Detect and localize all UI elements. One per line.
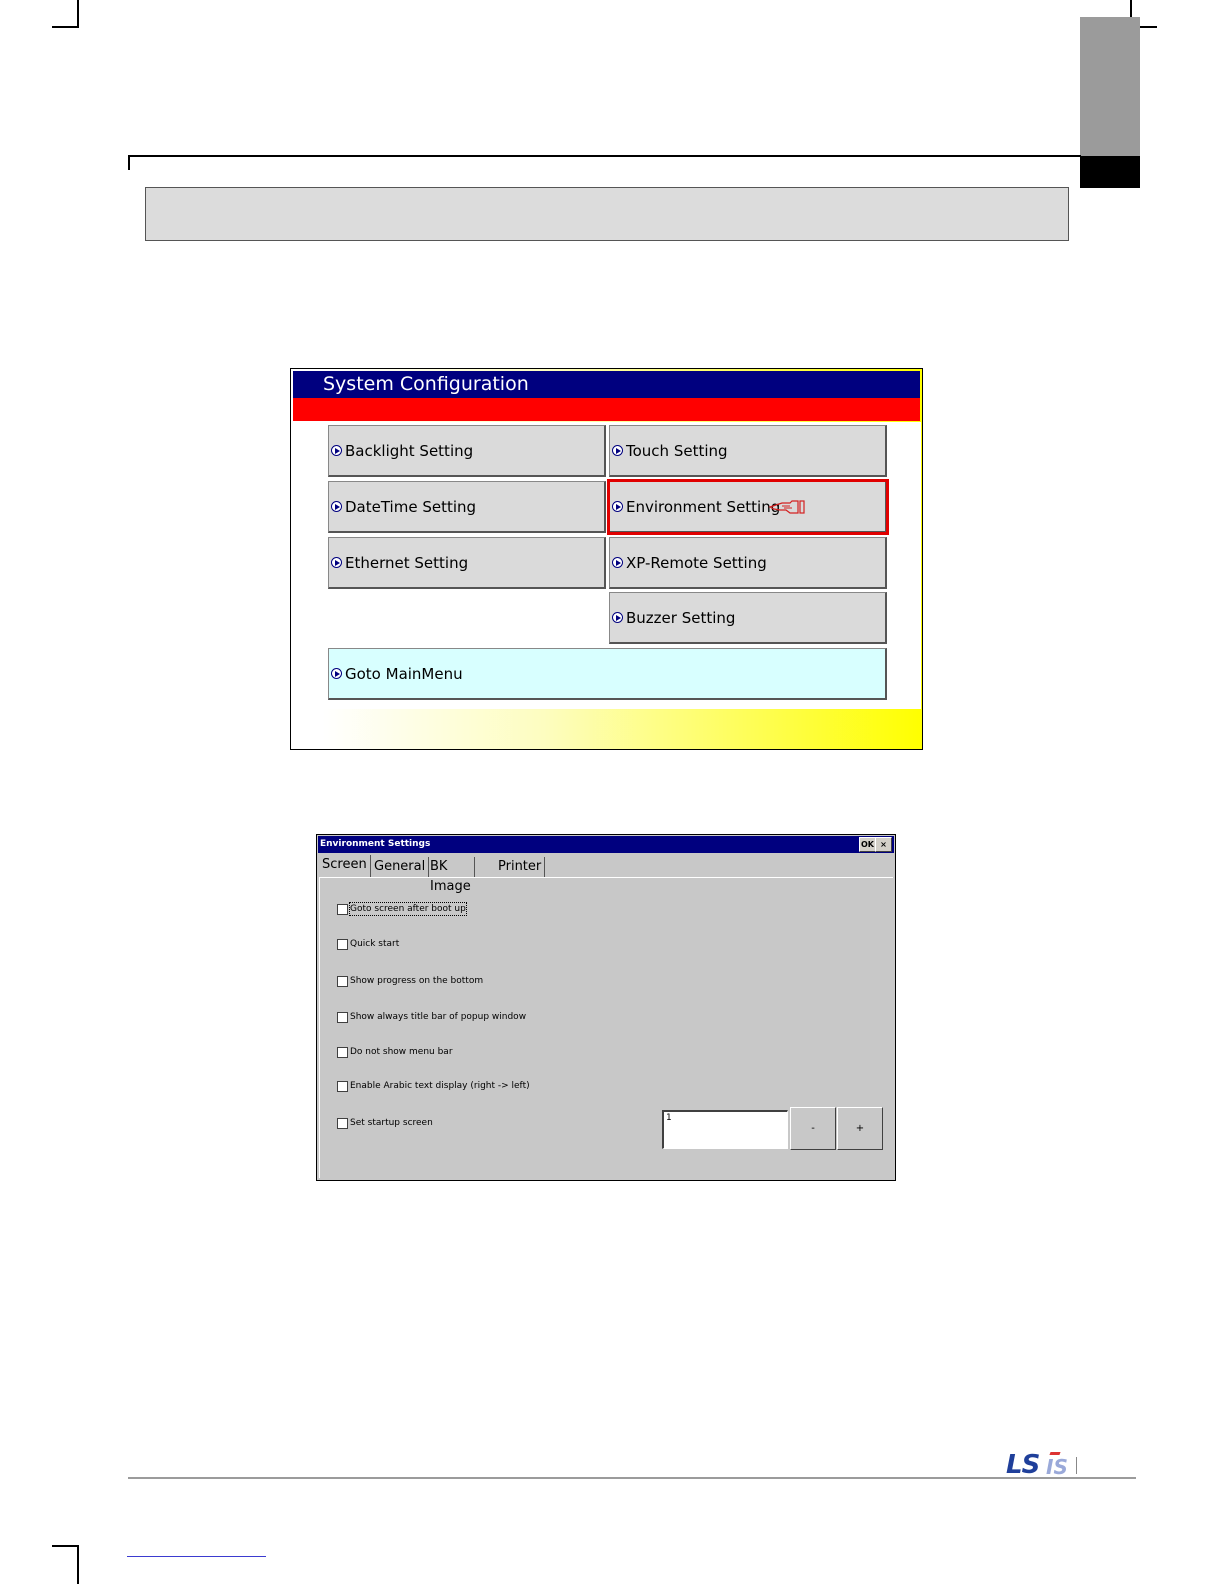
chapter-tab-marker — [1080, 156, 1140, 188]
increment-button[interactable]: + — [837, 1107, 883, 1150]
button-label: Goto MainMenu — [345, 665, 463, 683]
header-rule-tick — [128, 155, 130, 170]
button-label: Backlight Setting — [345, 442, 474, 460]
title-band — [293, 398, 920, 421]
checkbox[interactable] — [337, 1047, 348, 1058]
arrow-circle-icon — [331, 445, 342, 456]
crop-mark — [77, 1545, 79, 1584]
checkbox[interactable] — [337, 1081, 348, 1092]
buzzer-setting-button[interactable] — [609, 592, 887, 644]
system-configuration-panel — [290, 368, 923, 750]
header-rule — [128, 155, 1081, 157]
option-label: Show always title bar of popup window — [350, 1012, 527, 1022]
option-label: Quick start — [350, 939, 400, 949]
environment-settings-dialog — [316, 834, 896, 1181]
arrow-circle-icon — [331, 557, 342, 568]
option-label: Show progress on the bottom — [350, 976, 484, 986]
button-label: Environment Setting — [626, 498, 781, 516]
arrow-circle-icon — [612, 612, 623, 623]
arrow-circle-icon — [331, 668, 342, 679]
ethernet-setting-button[interactable] — [328, 537, 606, 589]
option-label: Set startup screen — [350, 1118, 433, 1128]
decrement-button[interactable]: - — [790, 1107, 836, 1150]
button-label: DateTime Setting — [345, 498, 477, 516]
arrow-circle-icon — [612, 445, 623, 456]
crop-mark — [52, 1545, 79, 1547]
checkbox[interactable] — [337, 1118, 348, 1129]
datetime-setting-button[interactable] — [328, 481, 606, 533]
button-label: Touch Setting — [626, 442, 728, 460]
option-label: Enable Arabic text display (right -> left) — [350, 1081, 530, 1091]
checkbox[interactable] — [337, 1012, 348, 1023]
startup-screen-input[interactable]: 1 — [662, 1110, 788, 1149]
tab-screen[interactable]: Screen — [319, 855, 371, 877]
close-icon[interactable]: × — [875, 837, 892, 852]
ok-button[interactable]: OK — [859, 837, 876, 852]
arrow-circle-icon — [612, 501, 623, 512]
tab-printer[interactable]: Printer — [495, 857, 545, 877]
environment-setting-button[interactable] — [609, 481, 887, 533]
tab-divider — [545, 877, 893, 878]
panel-title: System Configuration — [293, 371, 920, 398]
arrow-circle-icon — [612, 557, 623, 568]
tab-bk-image[interactable]: BK Image — [427, 857, 475, 877]
backlight-setting-button[interactable] — [328, 425, 606, 477]
option-label: Do not show menu bar — [350, 1047, 453, 1057]
crop-mark — [77, 0, 79, 27]
option-label: Goto screen after boot up — [350, 904, 466, 914]
pointing-hand-icon — [768, 498, 808, 516]
arrow-circle-icon — [331, 501, 342, 512]
xp-remote-setting-button[interactable] — [609, 537, 887, 589]
section-title-box — [145, 187, 1069, 241]
footer-link-underline — [127, 1556, 266, 1557]
checkbox[interactable] — [337, 976, 348, 987]
button-label: XP-Remote Setting — [626, 554, 767, 572]
touch-setting-button[interactable] — [609, 425, 887, 477]
tab-general[interactable]: General — [371, 857, 429, 877]
crop-mark — [52, 26, 79, 28]
footer-rule — [128, 1477, 1136, 1479]
button-label: Ethernet Setting — [345, 554, 469, 572]
checkbox[interactable] — [337, 904, 348, 915]
dialog-title: Environment Settings — [318, 836, 894, 853]
button-label: Buzzer Setting — [626, 609, 736, 627]
chapter-tab — [1080, 17, 1140, 157]
goto-mainmenu-button[interactable] — [328, 648, 887, 700]
checkbox[interactable] — [337, 939, 348, 950]
